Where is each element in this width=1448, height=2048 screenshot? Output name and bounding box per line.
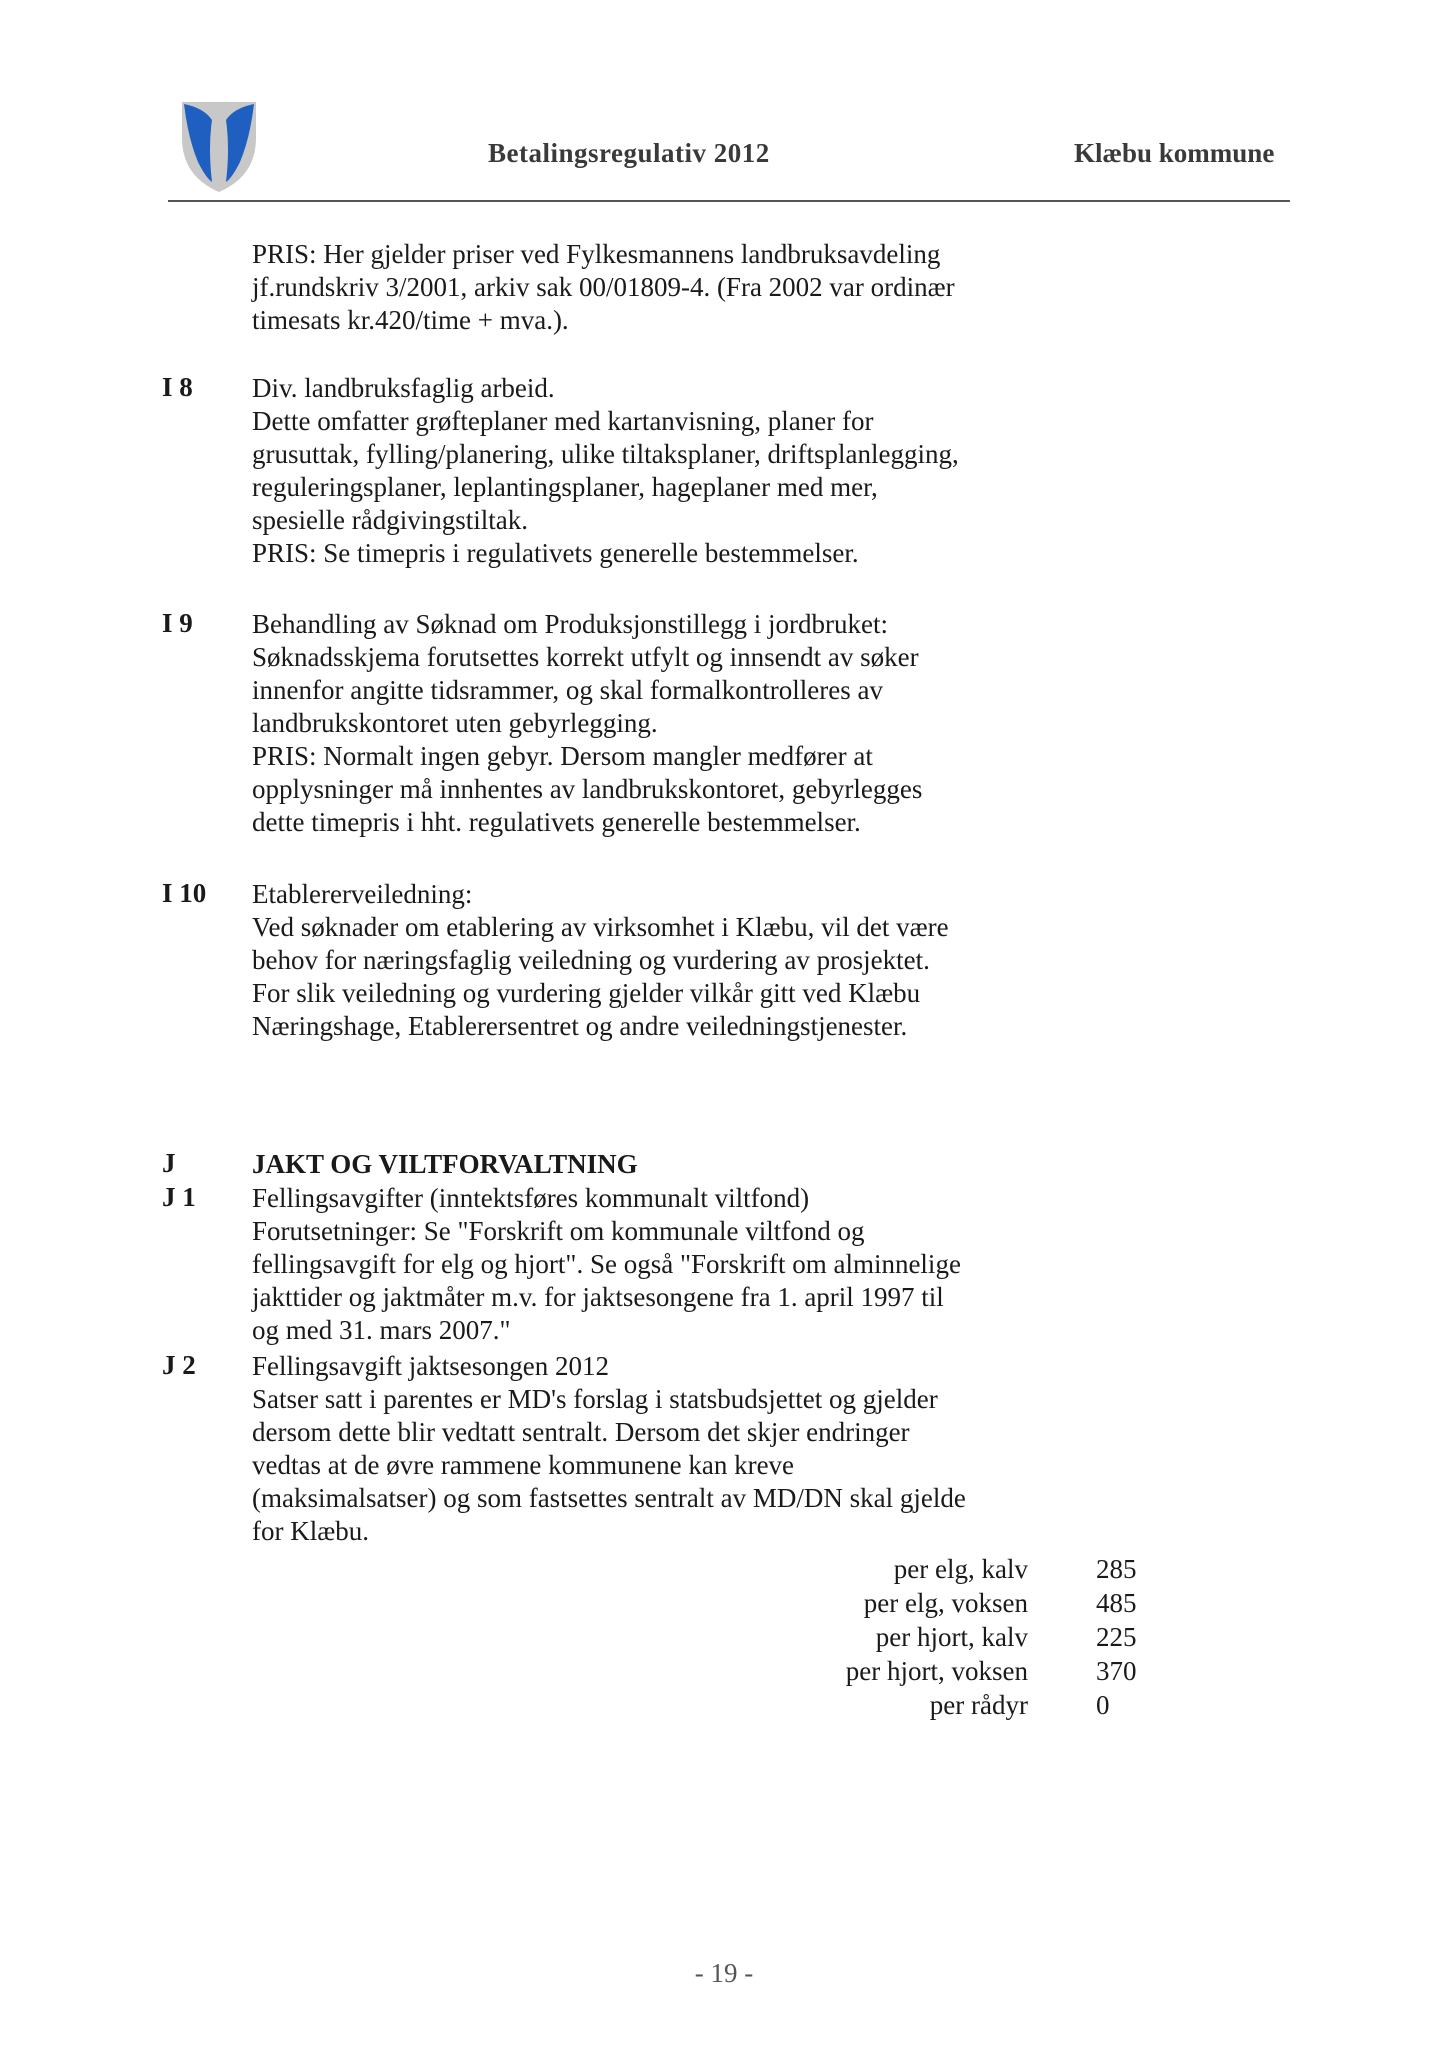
section-code-j1: J 1 bbox=[162, 1182, 196, 1212]
text-line: Satser satt i parentes er MD's forslag i statsbudsjettet og gjelder bbox=[252, 1384, 938, 1414]
price-value: 225 bbox=[1096, 1622, 1137, 1652]
section-code-i10: I 10 bbox=[162, 878, 207, 908]
text-line: PRIS: Se timepris i regulativets generelle bestemmelser. bbox=[252, 538, 859, 568]
section-heading-jakt: JAKT OG VILTFORVALTNING bbox=[252, 1149, 638, 1179]
price-value: 370 bbox=[1096, 1656, 1137, 1686]
text-line: Behandling av Søknad om Produksjonstillegg i jordbruket: bbox=[252, 609, 888, 639]
text-line: grusuttak, fylling/planering, ulike tiltaksplaner, driftsplanlegging, bbox=[252, 439, 959, 469]
price-label: per hjort, voksen bbox=[845, 1656, 1028, 1686]
text-line: Fellingsavgifter (inntektsføres kommunalt viltfond) bbox=[252, 1183, 810, 1213]
text-line: dette timepris i hht. regulativets generelle bestemmelser. bbox=[252, 807, 861, 837]
section-i9-body bbox=[252, 608, 1072, 839]
text-line: vedtas at de øvre rammene kommunene kan kreve bbox=[252, 1450, 795, 1480]
section-code-i8: I 8 bbox=[162, 372, 193, 402]
price-row bbox=[0, 1656, 1448, 1690]
text-line: fellingsavgift for elg og hjort". Se også "Forskrift om alminnelige bbox=[252, 1249, 961, 1279]
text-line: reguleringsplaner, leplantingsplaner, hageplaner med mer, bbox=[252, 472, 878, 502]
section-code-j2: J 2 bbox=[162, 1350, 196, 1380]
text-line: Næringshage, Etablerersentret og andre veiledningstjenester. bbox=[252, 1011, 908, 1041]
price-value: 285 bbox=[1096, 1554, 1137, 1584]
price-label: per elg, kalv bbox=[893, 1554, 1028, 1584]
pris-intro-block bbox=[252, 238, 1072, 337]
text-line: opplysninger må innhentes av landbrukskontoret, gebyrlegges bbox=[252, 774, 923, 804]
page-number: - 19 - bbox=[694, 1958, 754, 1988]
price-row bbox=[0, 1554, 1448, 1588]
text-line: Etablererveiledning: bbox=[252, 879, 473, 909]
section-i8-body bbox=[252, 372, 1072, 570]
text-line: landbrukskontoret uten gebyrlegging. bbox=[252, 708, 658, 738]
price-label: per elg, voksen bbox=[863, 1588, 1028, 1618]
text-line: PRIS: Normalt ingen gebyr. Dersom mangler medfører at bbox=[252, 741, 873, 771]
text-line: Dette omfatter grøfteplaner med kartanvisning, planer for bbox=[252, 406, 874, 436]
price-label: per rådyr bbox=[929, 1690, 1028, 1720]
price-row bbox=[0, 1588, 1448, 1622]
section-code-j: J bbox=[162, 1148, 176, 1178]
price-row bbox=[0, 1690, 1448, 1724]
price-label: per hjort, kalv bbox=[875, 1622, 1028, 1652]
text-line: jf.rundskriv 3/2001, arkiv sak 00/01809-4. (Fra 2002 var ordinær bbox=[252, 272, 955, 302]
text-line: jakttider og jaktmåter m.v. for jaktsesongene fra 1. april 1997 til bbox=[252, 1282, 944, 1312]
text-line: innenfor angitte tidsrammer, og skal formalkontrolleres av bbox=[252, 675, 883, 705]
text-line: dersom dette blir vedtatt sentralt. Dersom det skjer endringer bbox=[252, 1417, 910, 1447]
text-line: behov for næringsfaglig veiledning og vurdering av prosjektet. bbox=[252, 945, 930, 975]
text-line: spesielle rådgivingstiltak. bbox=[252, 505, 528, 535]
text-line: Fellingsavgift jaktsesongen 2012 bbox=[252, 1351, 609, 1381]
text-line: timesats kr.420/time + mva.). bbox=[252, 305, 569, 335]
text-line: Div. landbruksfaglig arbeid. bbox=[252, 373, 555, 403]
text-line: PRIS: Her gjelder priser ved Fylkesmannens landbruksavdeling bbox=[252, 239, 941, 269]
price-value: 485 bbox=[1096, 1588, 1137, 1618]
price-value: 0 bbox=[1096, 1690, 1110, 1720]
text-line: Ved søknader om etablering av virksomhet i Klæbu, vil det være bbox=[252, 912, 949, 942]
text-line: og med 31. mars 2007." bbox=[252, 1315, 511, 1345]
text-line: Forutsetninger: Se "Forskrift om kommunale viltfond og bbox=[252, 1216, 865, 1246]
section-j1-body bbox=[252, 1182, 1072, 1347]
section-j2-body bbox=[252, 1350, 1072, 1548]
section-code-i9: I 9 bbox=[162, 608, 193, 638]
text-line: Søknadsskjema forutsettes korrekt utfylt og innsendt av søker bbox=[252, 642, 919, 672]
text-line: (maksimalsatser) og som fastsettes sentralt av MD/DN skal gjelde bbox=[252, 1483, 966, 1513]
municipality-name: Klæbu kommune bbox=[1074, 138, 1275, 168]
text-line: For slik veiledning og vurdering gjelder vilkår gitt ved Klæbu bbox=[252, 978, 921, 1008]
text-line: for Klæbu. bbox=[252, 1516, 369, 1546]
header-divider bbox=[168, 200, 1290, 202]
klaebu-coat-of-arms-logo bbox=[178, 98, 260, 194]
price-row bbox=[0, 1622, 1448, 1656]
section-i10-body bbox=[252, 878, 1072, 1043]
document-title: Betalingsregulativ 2012 bbox=[488, 138, 770, 168]
